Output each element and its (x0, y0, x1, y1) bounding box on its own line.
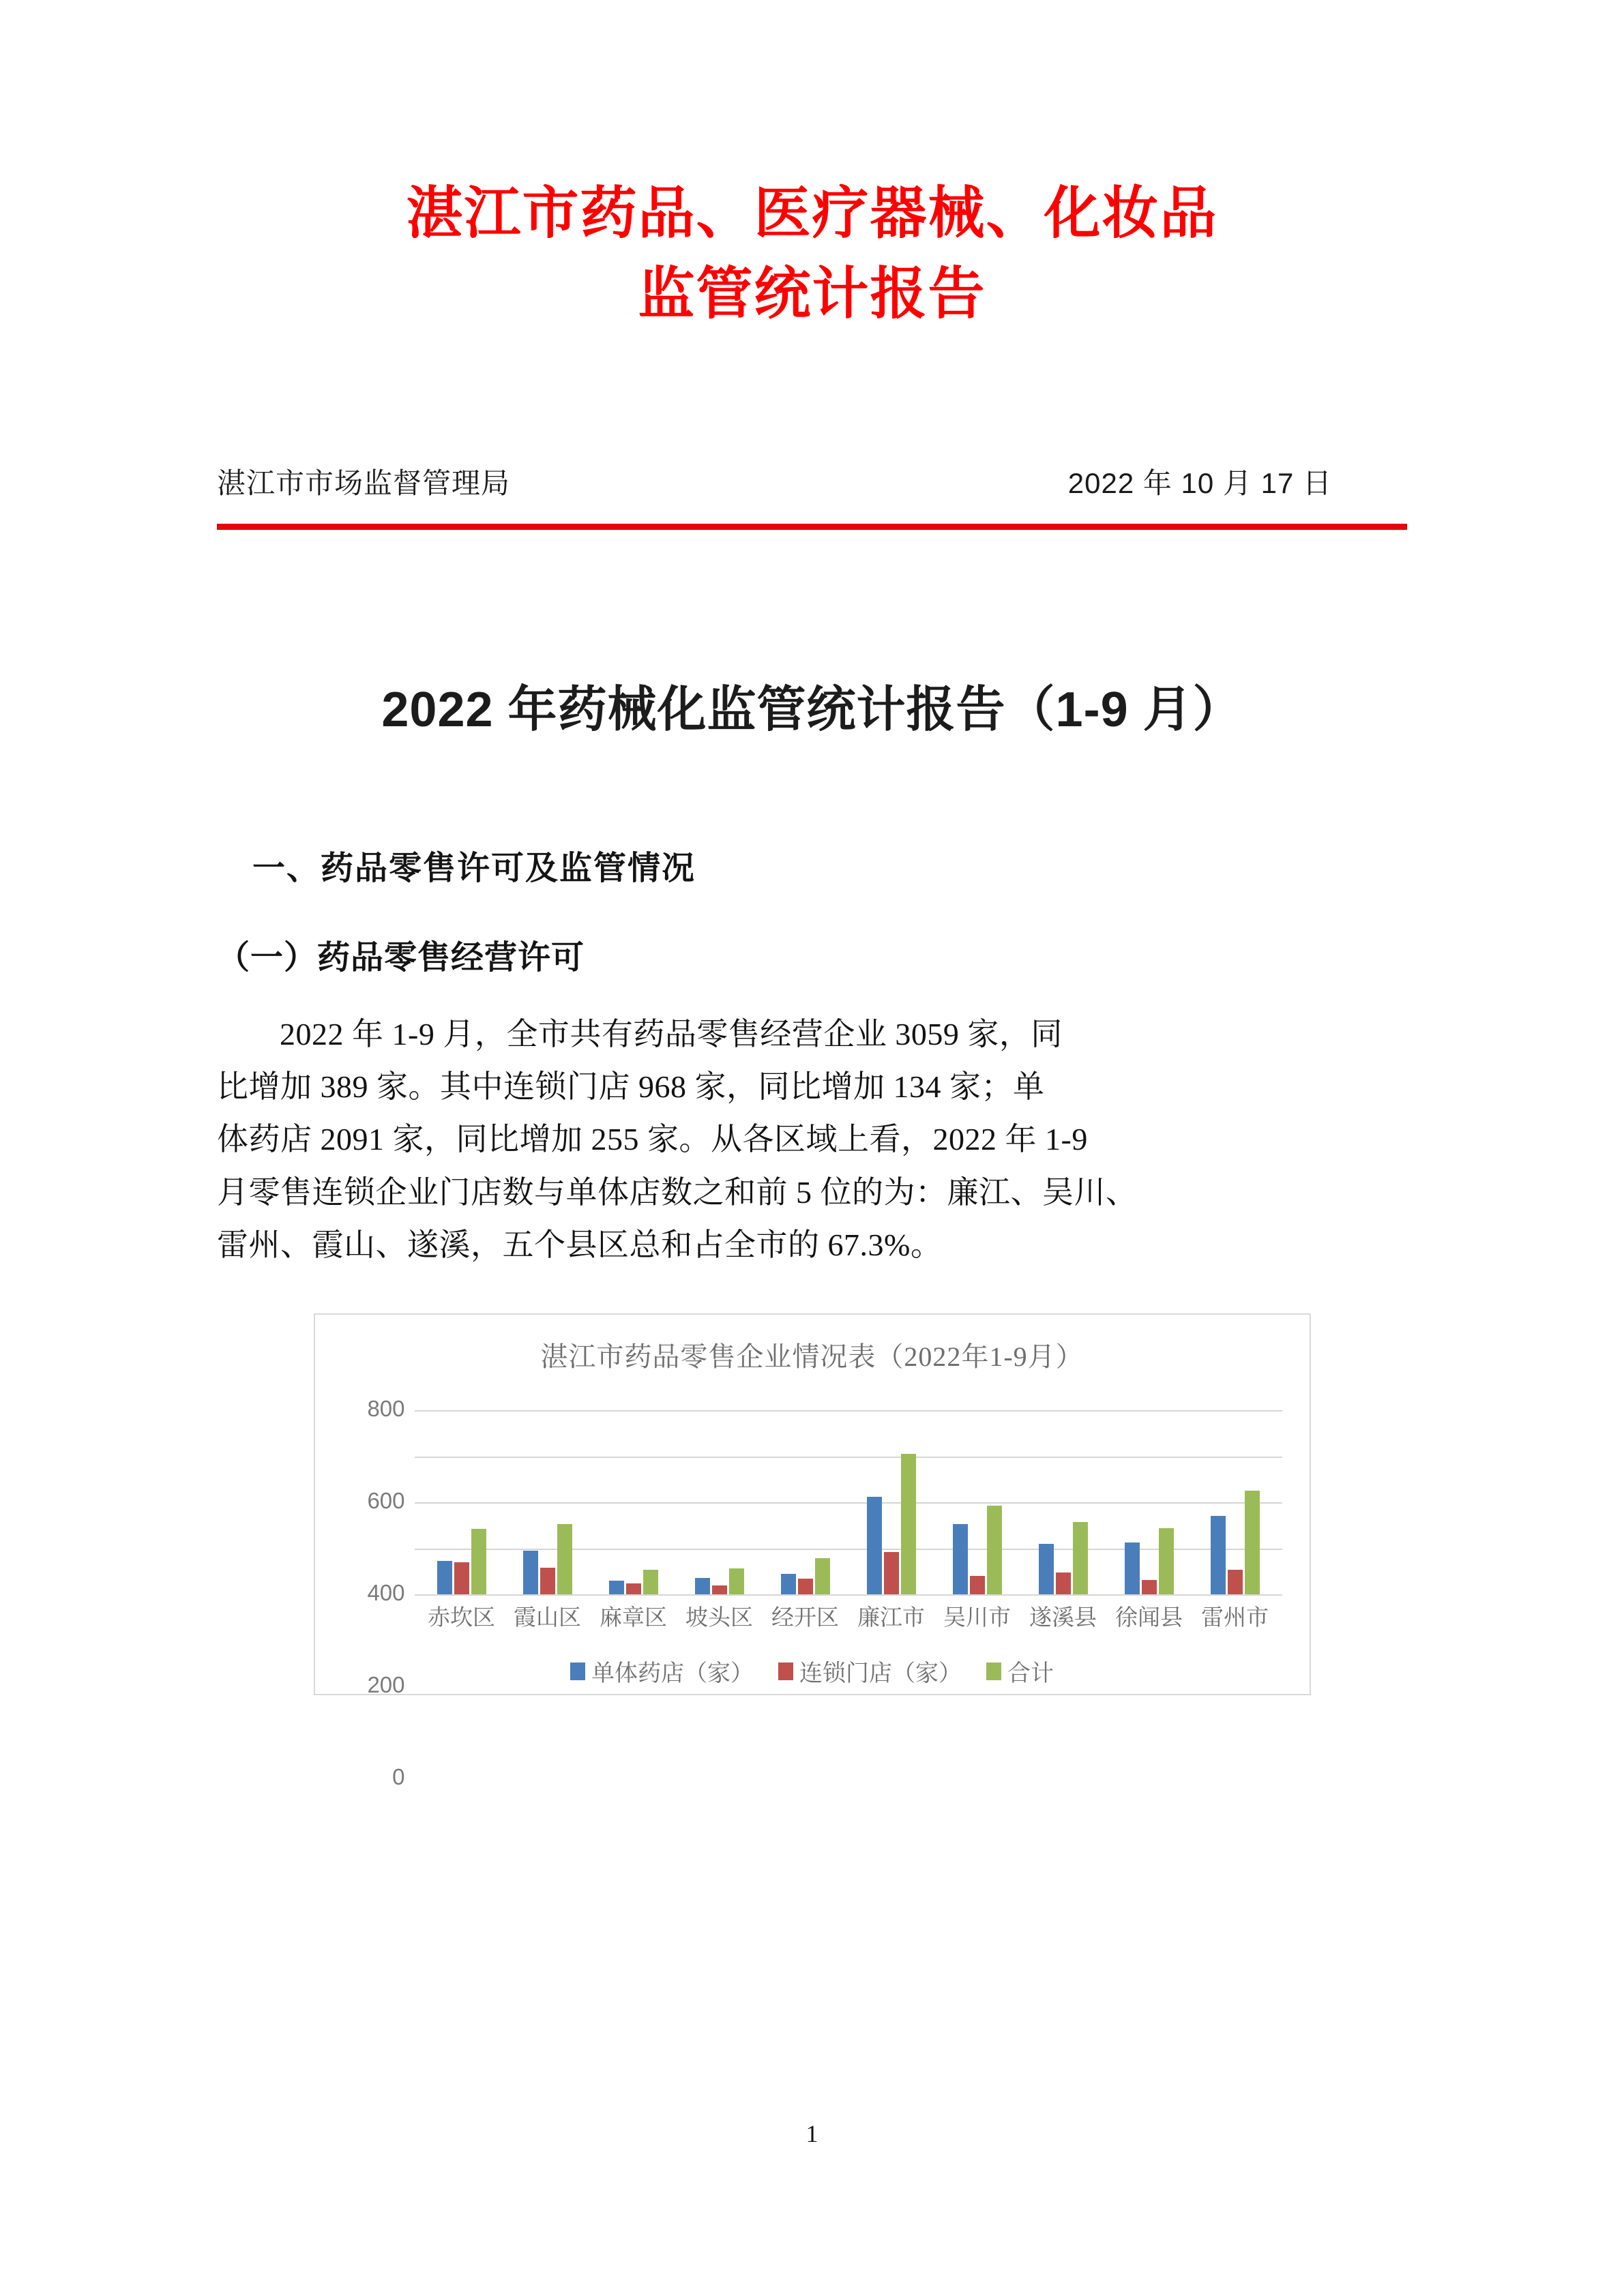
chart-bar (437, 1561, 452, 1594)
chart-x-label: 廉江市 (857, 1606, 925, 1631)
chart-bar (1159, 1528, 1174, 1594)
chart-y-tick-label: 400 (367, 1580, 405, 1606)
chart-bar (953, 1524, 968, 1594)
chart-bar-group (1192, 1491, 1278, 1594)
chart-bar (695, 1578, 710, 1594)
chart-bar (884, 1552, 899, 1594)
report-heading: 2022 年药械化监管统计报告（1-9 月） (381, 682, 1243, 737)
chart-y-tick-label: 0 (392, 1764, 405, 1790)
chart-legend (315, 1654, 1310, 1688)
chart-bar (867, 1497, 882, 1594)
masthead-line-2: 监管统计报告 (638, 262, 986, 325)
chart-bar (1039, 1544, 1054, 1594)
chart-x-label: 雷州市 (1201, 1606, 1269, 1631)
body-paragraph (217, 1008, 1407, 1271)
chart-bar-group (505, 1524, 591, 1594)
chart-x-label: 经开区 (771, 1606, 839, 1631)
section-heading-level-2: （一）药品零售经营许可 (217, 939, 585, 976)
chart-bar (643, 1570, 658, 1594)
chart-x-label: 坡头区 (685, 1606, 753, 1631)
legend-label: 合计 (1007, 1661, 1054, 1687)
chart-x-label: 赤坎区 (428, 1606, 495, 1631)
chart-legend-item (986, 1654, 1054, 1688)
chart-bar-group (677, 1568, 763, 1594)
chart-bar-group (1020, 1522, 1106, 1594)
paragraph-line-4: 月零售连锁企业门店数与单体店数之和前 5 位的为：廉江、吴川、 (217, 1174, 1138, 1210)
chart-bar (1245, 1491, 1260, 1594)
chart-x-label: 霞山区 (514, 1606, 581, 1631)
masthead (0, 174, 1624, 335)
chart-bar-group (1106, 1528, 1192, 1594)
section-heading-level-1: 一、药品零售许可及监管情况 (252, 850, 696, 886)
chart-bar (557, 1524, 572, 1594)
chart-bar (1125, 1542, 1140, 1594)
chart-x-label: 麻章区 (600, 1606, 667, 1631)
chart-legend-item (778, 1654, 962, 1688)
chart-bar (1142, 1580, 1157, 1594)
chart-bar (729, 1568, 744, 1594)
paragraph-line-3: 体药店 2091 家，同比增加 255 家。从各区域上看，2022 年 1-9 (217, 1122, 1088, 1157)
chart-bar (1073, 1522, 1088, 1594)
legend-label: 单体药店（家） (591, 1661, 754, 1687)
paragraph-line-5: 雷州、霞山、遂溪，五个县区总和占全市的 67.3%。 (217, 1227, 943, 1262)
chart-bar (1228, 1570, 1243, 1594)
chart-x-label: 吴川市 (943, 1606, 1011, 1631)
paragraph-line-2: 比增加 389 家。其中连锁门店 968 家，同比增加 134 家；单 (217, 1069, 1045, 1104)
chart-bar (609, 1581, 624, 1594)
chart-bar (626, 1583, 641, 1594)
chart-bar (712, 1585, 727, 1595)
chart-bar (815, 1558, 830, 1594)
chart-bar-group (934, 1506, 1020, 1594)
legend-color-swatch (570, 1663, 585, 1680)
chart-bar (540, 1568, 555, 1594)
chart-legend-item (570, 1654, 754, 1688)
retail-pharmacy-bar-chart (314, 1313, 1311, 1790)
chart-bar-group (848, 1454, 934, 1594)
chart-bar (987, 1506, 1002, 1594)
chart-bar (970, 1576, 985, 1594)
chart-x-label: 徐闻县 (1115, 1606, 1183, 1631)
chart-title: 湛江市药品零售企业情况表（2022年1-9月） (540, 1341, 1084, 1373)
legend-color-swatch (778, 1663, 793, 1680)
chart-bar (798, 1579, 813, 1594)
legend-color-swatch (986, 1663, 1001, 1680)
chart-bar (1211, 1516, 1226, 1594)
issuer-organization: 湛江市市场监督管理局 (217, 466, 511, 499)
paragraph-line-1: 2022 年 1-9 月，全市共有药品零售经营企业 3059 家，同 (280, 1016, 1063, 1052)
issuer-row (217, 461, 1407, 502)
legend-label: 连锁门店（家） (799, 1661, 962, 1687)
red-divider-rule (217, 524, 1407, 530)
chart-bar-group (591, 1570, 677, 1594)
chart-bar (471, 1529, 486, 1594)
issue-date: 2022 年 10 月 17 日 (1067, 466, 1332, 499)
chart-bar (781, 1574, 796, 1594)
chart-y-tick-label: 600 (367, 1488, 405, 1514)
document-body (217, 841, 1407, 1790)
chart-x-axis-labels (415, 1600, 1282, 1632)
chart-bar (523, 1551, 538, 1594)
chart-y-tick-label: 800 (367, 1396, 405, 1422)
chart-y-tick-label: 200 (367, 1672, 405, 1698)
chart-x-label: 遂溪县 (1029, 1606, 1097, 1631)
masthead-line-1: 湛江市药品、医疗器械、化妆品 (406, 182, 1218, 245)
chart-bar-group (419, 1529, 505, 1594)
chart-bars-layer (415, 1410, 1282, 1594)
page-number: 1 (806, 2120, 818, 2147)
chart-bar (454, 1562, 469, 1594)
chart-bar (1056, 1572, 1071, 1594)
chart-bar-group (763, 1558, 848, 1594)
chart-bar (901, 1454, 916, 1594)
